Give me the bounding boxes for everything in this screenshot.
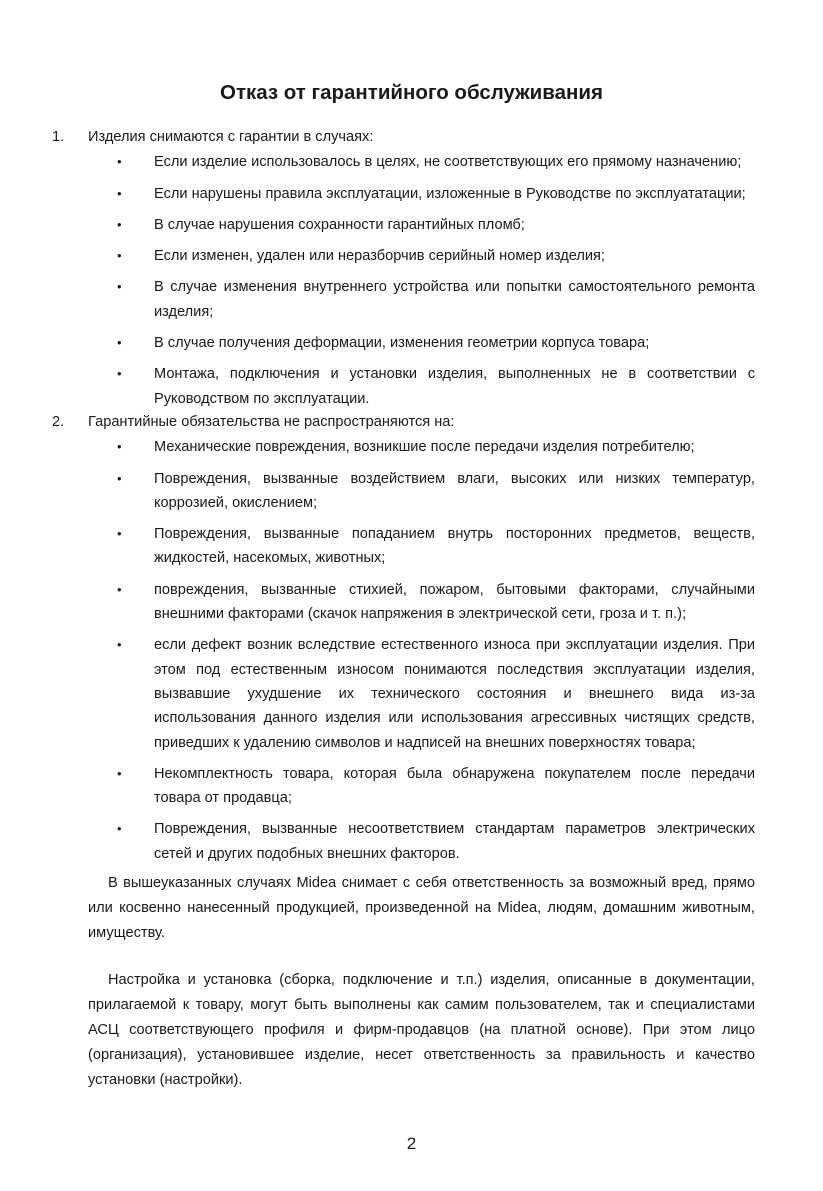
list-item-text: Монтажа, подключения и установки изделия, выполненных не в соответствии с Руководством по эксплуатации. <box>154 366 755 407</box>
bullet-icon: • <box>117 185 122 201</box>
section-1 <box>52 125 755 411</box>
list-item-text: Повреждения, вызванные несоответствием стандартам параметров электрических сетей и других подобных внешних факторов. <box>154 821 755 862</box>
bullet-icon: • <box>117 470 122 486</box>
section-heading <box>52 125 755 149</box>
list-item <box>117 213 755 237</box>
list-item <box>117 435 755 459</box>
section-heading <box>52 410 755 434</box>
list-item-text: повреждения, вызванные стихией, пожаром, бытовыми факторами, случайными внешними факторами (скачок напряжения в электрической сети, гроза и т. п.); <box>154 581 755 623</box>
bullet-icon: • <box>117 439 122 455</box>
bullet-list <box>117 435 755 866</box>
bullet-icon: • <box>117 154 122 170</box>
list-item-text: В случае получения деформации, изменения геометрии корпуса товара; <box>154 335 650 352</box>
list-item-text: В случае изменения внутреннего устройства или попытки самостоятельного ремонта изделия; <box>154 279 755 320</box>
bullet-icon: • <box>117 366 122 382</box>
section-number: 2. <box>52 413 65 430</box>
document-title: Отказ от гарантийного обслуживания <box>220 81 603 104</box>
bullet-icon: • <box>117 216 122 232</box>
bullet-icon: • <box>117 279 122 295</box>
list-item-text: В случае нарушения сохранности гарантийных пломб; <box>154 216 525 233</box>
list-item <box>117 522 755 571</box>
list-item <box>117 182 755 206</box>
liability-paragraph: В вышеуказанных случаях Midea снимает с себя ответственность за возможный вред, прямо или косвенно нанесенный продукцией, произведенной на Midea, людям, домашним животным, имуществу. <box>88 875 755 942</box>
section-heading-text: Гарантийные обязательства не распространяются на: <box>88 413 455 430</box>
list-item <box>117 244 755 268</box>
list-item <box>117 362 755 411</box>
list-item-text: Повреждения, вызванные воздействием влаги, высоких или низких температур, коррозией, окислением; <box>154 470 755 511</box>
section-heading-text: Изделия снимаются с гарантии в случаях: <box>88 129 374 145</box>
list-item-text: Если изделие использовалось в целях, не соответствующих его прямому назначению; <box>154 154 742 171</box>
document-body <box>52 125 755 1093</box>
list-item-text: Повреждения, вызванные попаданием внутрь посторонних предметов, веществ, жидкостей, насекомых, животных; <box>154 526 755 567</box>
bullet-icon: • <box>117 637 122 653</box>
list-item <box>117 150 755 174</box>
list-item-text: Если изменен, удален или неразборчив серийный номер изделия; <box>154 248 605 265</box>
list-item <box>117 817 755 866</box>
list-item <box>117 762 755 811</box>
list-item <box>117 467 755 516</box>
bullet-icon: • <box>117 335 122 351</box>
list-item-text: Если нарушены правила эксплуатации, изложенные в Руководстве по эксплуататации; <box>154 185 746 202</box>
section-number: 1. <box>52 129 65 145</box>
list-item <box>117 633 755 754</box>
list-item-text: Некомплектность товара, которая была обнаружена покупателем после передачи товара от продавца; <box>154 765 755 807</box>
section-2 <box>52 410 755 866</box>
bullet-icon: • <box>117 765 122 781</box>
bullet-icon: • <box>117 526 122 542</box>
bullet-icon: • <box>117 248 122 264</box>
bullet-icon: • <box>117 821 122 837</box>
installation-paragraph: Настройка и установка (сборка, подключение и т.п.) изделия, описанные в документации, прилагаемой к товару, могут быть выполнены как самим пользователем, так и специалистами АСЦ соответствующего профиля и фирм-продавцов (на платной основе). При этом лицо (организация), установившее изделие, несет ответственность за правильность и качество установки (настройки). <box>88 972 755 1089</box>
list-item-text: если дефект возник вследствие естественного износа при эксплуатации изделия. При этом под естественным износом понимаются последствия эксплуатации изделия, вызвавшие ухудшение их технического состояния и внешнего вида из-за использования данного изделия или использования агрессивных чистящих средств, приведших к удалению символов и надписей на внешних поверхностях товара; <box>154 637 755 751</box>
list-item-text: Механические повреждения, возникшие после передачи изделия потребителю; <box>154 439 695 456</box>
bullet-list <box>117 150 755 411</box>
bullet-icon: • <box>117 581 122 597</box>
list-item <box>117 331 755 355</box>
list-item <box>117 275 755 324</box>
page-number: 2 <box>406 1134 417 1153</box>
list-item <box>117 578 755 627</box>
